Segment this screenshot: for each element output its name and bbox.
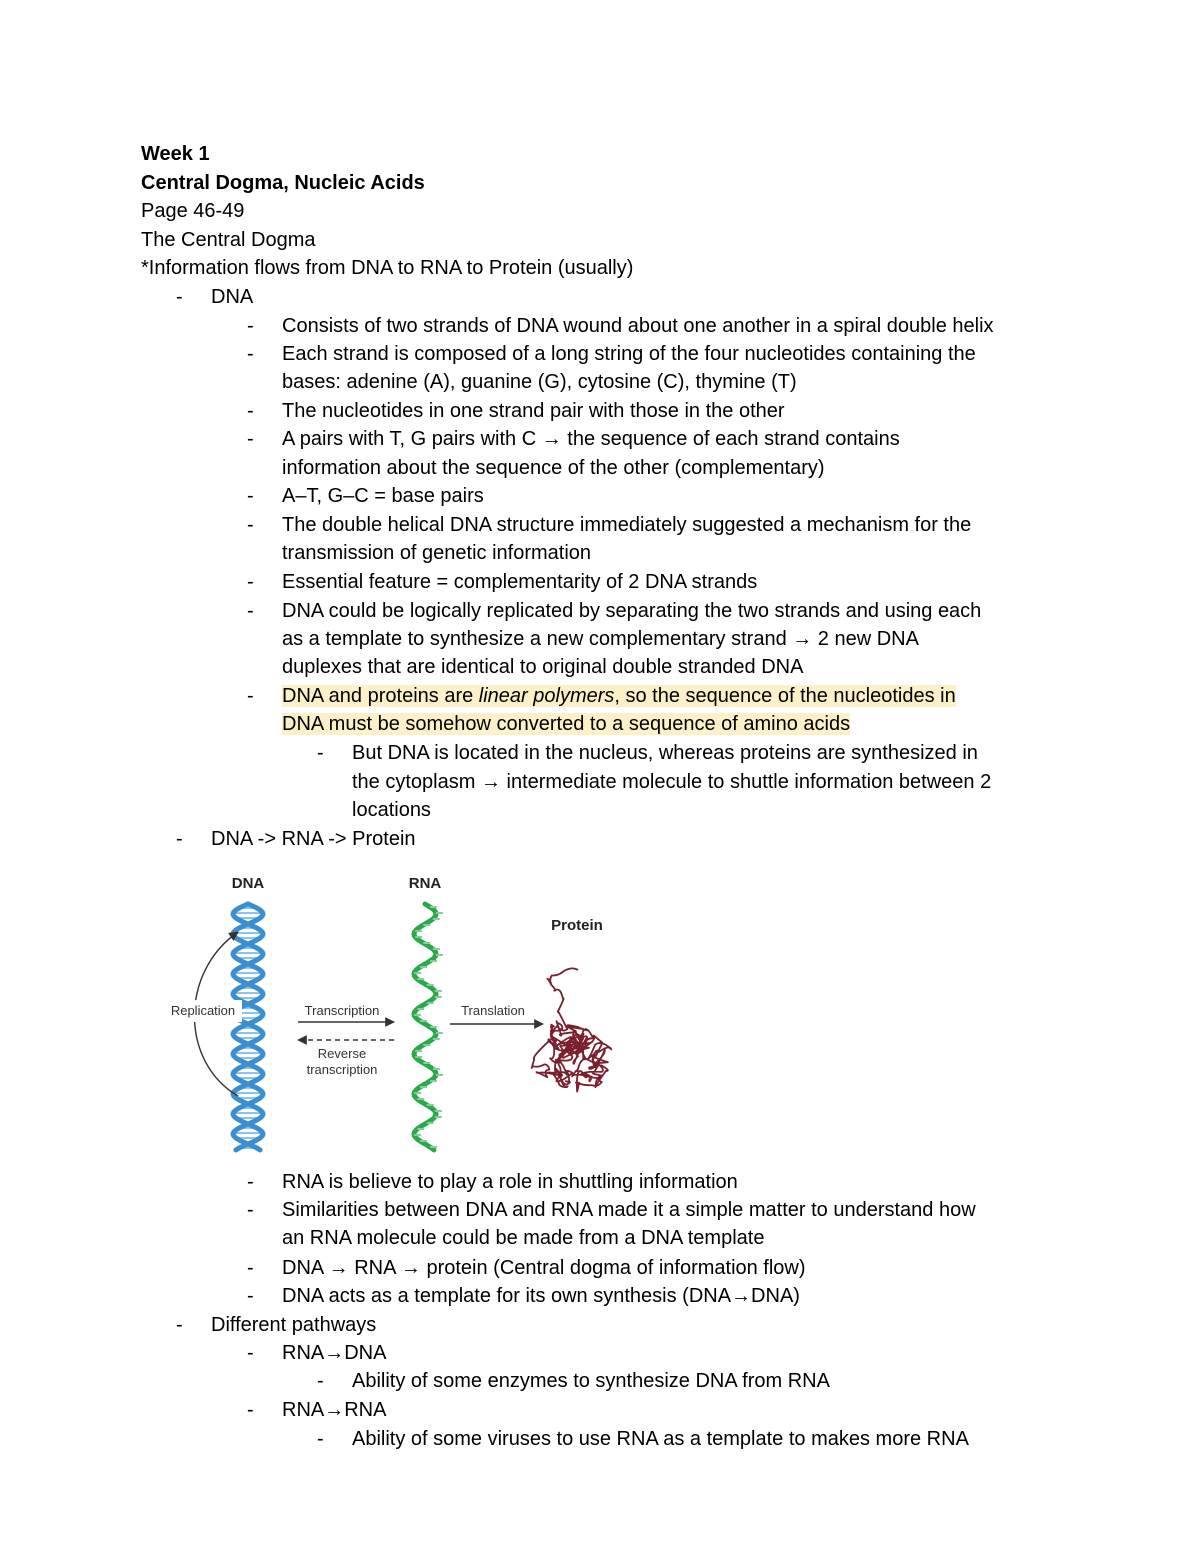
- bullet-dash: -: [247, 1199, 254, 1221]
- bullet-dash: -: [317, 1428, 324, 1450]
- info-flow-note: *Information flows from DNA to RNA to Protein (usually): [141, 257, 634, 279]
- topic-heading: Central Dogma, Nucleic Acids: [141, 172, 425, 194]
- rna-dna-item: RNA→DNA: [282, 1342, 387, 1364]
- dna-label: DNA: [211, 286, 254, 308]
- bullet-dash: -: [247, 343, 254, 365]
- rna-rna-item: RNA→RNA: [282, 1399, 387, 1421]
- highlight-text: , so the sequence of the nucleotides in: [614, 685, 956, 707]
- bullet-dash: -: [247, 1257, 254, 1279]
- highlight-text: DNA must be somehow converted to a sequence of amino acids: [282, 713, 851, 735]
- central-dogma-figure: [160, 862, 660, 1162]
- bullet-dash: -: [247, 514, 254, 536]
- transcription-label: Transcription: [304, 1003, 380, 1018]
- flow-label: DNA -> RNA -> Protein: [211, 828, 416, 850]
- highlighted-item-continued: [282, 710, 850, 738]
- replication-label: Replication: [170, 1003, 236, 1018]
- highlighted-item: [282, 682, 956, 710]
- list-item-continued: information about the sequence of the other (complementary): [282, 457, 825, 479]
- list-item: The double helical DNA structure immediately suggested a mechanism for the: [282, 514, 972, 536]
- sub-list-item-continued: the cytoplasm → intermediate molecule to shuttle information between 2: [352, 771, 992, 793]
- list-item: A pairs with T, G pairs with C → the sequence of each strand contains: [282, 428, 900, 450]
- central-dogma-diagram: [160, 862, 660, 1162]
- bullet-dash: -: [247, 685, 254, 707]
- rna-rna-detail: Ability of some viruses to use RNA as a template to makes more RNA: [352, 1428, 969, 1450]
- list-item-continued: bases: adenine (A), guanine (G), cytosine (C), thymine (T): [282, 371, 797, 393]
- protein-chain: [532, 968, 612, 1091]
- list-item: Similarities between DNA and RNA made it a simple matter to understand how: [282, 1199, 976, 1221]
- list-item: DNA could be logically replicated by separating the two strands and using each: [282, 600, 982, 622]
- bullet-dash: -: [247, 1285, 254, 1307]
- protein-figure-label: Protein: [551, 917, 603, 934]
- list-item: The nucleotides in one strand pair with those in the other: [282, 400, 785, 422]
- dna-figure-label: DNA: [231, 875, 265, 892]
- bullet-dash: -: [247, 1171, 254, 1193]
- bullet-dash: -: [176, 828, 183, 850]
- page-range: Page 46-49: [141, 200, 245, 222]
- reverse-transcription-label: transcription: [306, 1062, 378, 1077]
- highlight-text: DNA and proteins are: [282, 685, 479, 707]
- sub-list-item-continued: locations: [352, 799, 431, 821]
- translation-label: Translation: [461, 1003, 525, 1018]
- pathways-label: Different pathways: [211, 1314, 377, 1336]
- bullet-dash: -: [317, 742, 324, 764]
- list-item: DNA acts as a template for its own synthesis (DNA→DNA): [282, 1285, 800, 1307]
- list-item: A–T, G–C = base pairs: [282, 485, 484, 507]
- rna-dna-detail: Ability of some enzymes to synthesize DNA from RNA: [352, 1370, 830, 1392]
- bullet-dash: -: [247, 1399, 254, 1421]
- list-item-continued: duplexes that are identical to original double stranded DNA: [282, 656, 804, 678]
- list-item: DNA → RNA → protein (Central dogma of information flow): [282, 1257, 806, 1279]
- dna-helix-icon: [233, 904, 263, 1150]
- bullet-dash: -: [247, 428, 254, 450]
- bullet-dash: -: [247, 1342, 254, 1364]
- bullet-dash: -: [317, 1370, 324, 1392]
- list-item-continued: as a template to synthesize a new complementary strand → 2 new DNA: [282, 628, 919, 650]
- bullet-dash: -: [247, 485, 254, 507]
- list-item: Each strand is composed of a long string of the four nucleotides containing the: [282, 343, 976, 365]
- section-title: The Central Dogma: [141, 229, 316, 251]
- protein-structure-icon: [532, 968, 612, 1091]
- list-item: Consists of two strands of DNA wound about one another in a spiral double helix: [282, 315, 994, 337]
- highlight-italic: linear polymers: [478, 685, 615, 707]
- bullet-dash: -: [176, 286, 183, 308]
- list-item-continued: transmission of genetic information: [282, 542, 592, 564]
- sub-list-item: But DNA is located in the nucleus, whereas proteins are synthesized in: [352, 742, 978, 764]
- reverse-label: Reverse: [317, 1046, 367, 1061]
- bullet-dash: -: [247, 400, 254, 422]
- bullet-dash: -: [247, 571, 254, 593]
- bullet-dash: -: [176, 1314, 183, 1336]
- rna-figure-label: RNA: [408, 875, 442, 892]
- week-heading: Week 1: [141, 143, 210, 165]
- bullet-dash: -: [247, 315, 254, 337]
- list-item: RNA is believe to play a role in shuttling information: [282, 1171, 738, 1193]
- list-item: Essential feature = complementarity of 2 DNA strands: [282, 571, 758, 593]
- list-item-continued: an RNA molecule could be made from a DNA template: [282, 1227, 765, 1249]
- bullet-dash: -: [247, 600, 254, 622]
